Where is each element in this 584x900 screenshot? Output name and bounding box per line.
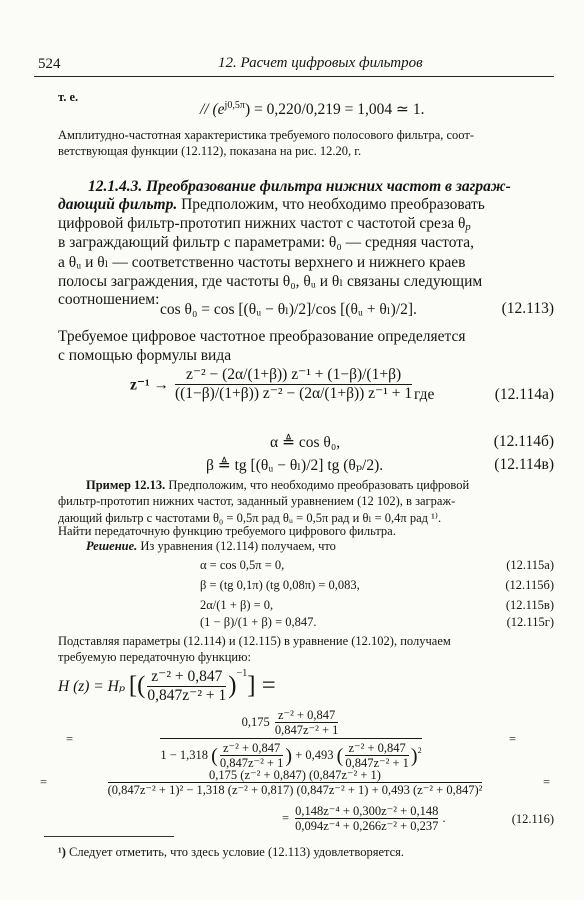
equation-12-115b: β = (tg 0,1π) (tg 0,08π) = 0,083, (200, 578, 360, 592)
equation-12-116-line-3: = 0,175 (z⁻² + 0,847) (0,847z⁻² + 1) (0,847z⁻² + 1)² − 1,318 (z⁻² + 0,817) (0,847z⁻² + 1) + 0,493 (z⁻² + 0,847)² = (40, 768, 550, 798)
equation-12-114c: β ≜ tg [(θᵤ − θₗ)/2] tg (θₚ/2). (206, 457, 384, 474)
eq114-numerator: z⁻² − (2α/(1+β)) z⁻¹ + (1−β)/(1+β) (185, 366, 402, 383)
te-label: т. е. (58, 90, 79, 104)
section-heading-line (88, 178, 511, 196)
equation-number-12-114c: (12.114в) (494, 456, 554, 473)
footnote-rule (44, 836, 174, 837)
equation-12-113: cos θ₀ = cos [(θᵤ − θₗ)/2]/cos [(θᵤ + θₗ)/2]. (160, 301, 417, 318)
p3-line-1: Подставляя параметры (12.114) и (12.115) в уравнение (12.102), получаем (58, 634, 451, 648)
equation-12-114a: z⁻¹ → $\frac{\text{z⁻² − (2α/(1+β)) z⁻¹ + (1−β)/(1+β)}}{\text{((1−β)/(1+β)) z⁻² − (2α/(1+β)) z⁻¹ + 1}}$ (130, 366, 413, 402)
equation-number-12-116: (12.116) (511, 812, 554, 826)
example-line-2: фильтр-прототип нижних частот, заданный уравнением (12 102), в заграж- (58, 494, 456, 508)
running-title: 12. Расчет цифровых фильтров (218, 55, 423, 71)
ratio-formula: // $(e^{j0,5\pi}) = 0,220/0,219 = 1,004$ ≃ 1. (200, 100, 425, 118)
equation-number-12-114b: (12.114б) (493, 433, 554, 450)
equation-12-115c: 2α/(1 + β) = 0, (200, 598, 274, 612)
solution-line: Решение. Из уравнения (12.114) получаем, что (86, 539, 336, 553)
equation-number-12-115a: (12.115а) (506, 558, 554, 572)
section-line-6: полосы заграждения, где частоты θ₀, θᵤ и θₗ связаны следующим (58, 273, 483, 290)
equation-number-12-115d: (12.115г) (506, 615, 554, 629)
section-line-5: а θᵤ и θₗ — соответственно частоты верхнего и нижнего краев (58, 254, 466, 271)
equation-12-114b: α ≜ cos θ₀, (270, 434, 341, 451)
equation-number-12-113: (12.113) (501, 300, 554, 317)
equation-12-116-line-1: H (z) = Hₚ [( $\frac{\text{z⁻² + 0,847}}{\text{0,847z⁻² + 1}}$ )$^{-1}$] = (58, 668, 276, 704)
section-line-3: цифровой фильтр-прототип нижних частот с частотой среза θp (58, 215, 471, 233)
header-rule (34, 76, 554, 77)
page-number: 524 (38, 56, 61, 72)
p2-line-2: с помощью формулы вида (58, 347, 232, 364)
p3-line-2: требуемую передаточную функцию: (58, 650, 251, 664)
equation-number-12-115b: (12.115б) (505, 578, 554, 592)
example-line-1: Пример 12.13. Предположим, что необходимо преобразовать цифровой (86, 478, 470, 492)
equation-12-115d: (1 − β)/(1 + β) = 0,847. (200, 615, 317, 629)
amp-line-2: ветствующая функции (12.112), показана на рис. 12.20, г. (58, 144, 362, 158)
p2-line-1: Требуемое цифровое частотное преобразование определяется (58, 328, 466, 345)
equation-number-12-115c: (12.115в) (505, 598, 554, 612)
equation-12-116-line-4: = $\frac{\text{0,148z⁻⁴ + 0,300z⁻² + 0,148}}{\text{0,094z⁻⁴ + 0,266z⁻² + 0,237}}$ . (282, 804, 446, 834)
amp-line-1: Амплитудно-частотная характеристика требуемого полосового фильтра, соот- (58, 128, 474, 142)
section-line-2: дающий фильтр. Предположим, что необходимо преобразовать (58, 196, 485, 213)
example-line-3: дающий фильтр с частотами θ₀ = 0,5π рад θᵤ = 0,5π рад и θₗ = 0,4π рад ¹⁾. (58, 511, 442, 525)
equation-12-115a: α = cos 0,5π = 0, (200, 558, 285, 572)
example-line-4: Найти передаточную функцию требуемого цифрового фильтра. (58, 524, 396, 538)
equation-12-116-line-2: = 0,175 $\frac{\text{z⁻² + 0,847}}{\text{0,847z⁻² + 1}}$ 1 − 1,318 ( $\frac{\text{z⁻² + 0,847}}{\text{0,847z⁻² + 1}}$ ) + 0,493 ( $\frac{\text{z⁻² + 0,847}}{\text{0,847z⁻² + 1}}$ )$^2$ = (66, 708, 516, 771)
where-word: где (414, 386, 435, 403)
footnote: ¹) Следует отметить, что здесь условие (12.113) удовлетворяется. (58, 845, 405, 859)
eq114-denominator: ((1−β)/(1+β)) z⁻² − (2α/(1+β)) z⁻¹ + 1 (174, 384, 413, 402)
section-heading: 12.1.4.3. Преобразование фильтра нижних частот в заграж- (88, 178, 511, 195)
section-line-4: в заграждающий фильтр с параметрами: θ₀ — средняя частота, (58, 234, 474, 251)
equation-number-12-114a: (12.114а) (494, 386, 554, 403)
section-line-7: соотношением: (58, 291, 160, 308)
